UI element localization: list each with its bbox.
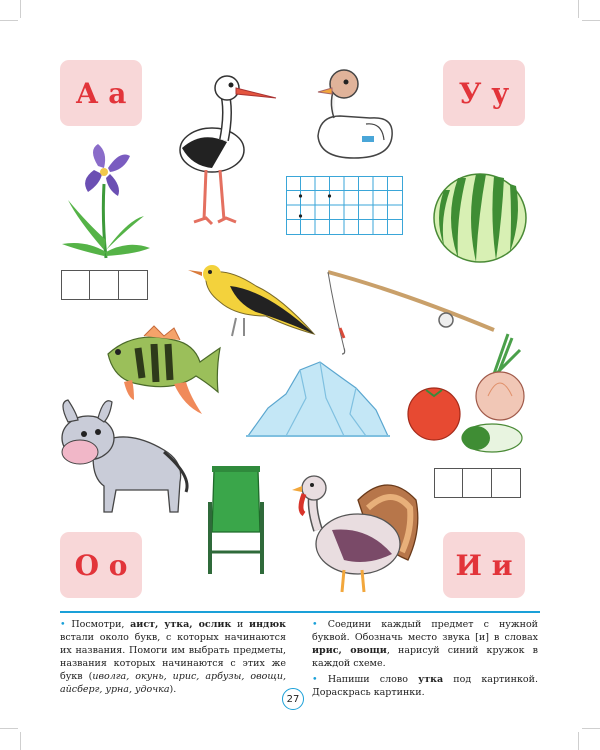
crop-mark	[20, 0, 21, 18]
crop-mark	[0, 20, 18, 21]
crop-mark	[582, 728, 600, 729]
duckling-picture	[310, 66, 400, 166]
sound-scheme-vegetables[interactable]	[435, 468, 521, 498]
watermelon-picture	[430, 170, 530, 266]
page-number: 27	[282, 688, 304, 710]
scheme-cell[interactable]	[462, 468, 492, 498]
letter-card-u: У у	[443, 60, 525, 126]
instruction-paragraph: • Соедини каждый предмет с нужной буквой. Обозначь место звука [и] в словах ирис, овощи, нарисуй синий кружок в каждой схеме.	[312, 619, 538, 669]
turkey-picture	[288, 470, 422, 600]
instructions-right	[312, 618, 538, 702]
writing-grid[interactable]	[286, 176, 404, 236]
trash-bin-picture	[204, 462, 268, 582]
bullet-icon: •	[312, 619, 318, 630]
bullet-icon: •	[60, 619, 66, 630]
scheme-cell[interactable]	[434, 468, 464, 498]
scheme-cell[interactable]	[491, 468, 521, 498]
bullet-icon: •	[312, 674, 318, 685]
letter-card-a: А а	[60, 60, 142, 126]
letter-card-o: О о	[60, 532, 142, 598]
scheme-cell[interactable]	[118, 270, 148, 300]
crop-mark	[0, 728, 18, 729]
letter-card-i: И и	[443, 532, 525, 598]
crop-mark	[578, 732, 579, 750]
crop-mark	[578, 0, 579, 18]
instruction-paragraph: • Напиши слово утка под картинкой. Дораскрась картинки.	[312, 674, 538, 698]
scheme-cell[interactable]	[61, 270, 91, 300]
stork-picture	[172, 70, 282, 232]
donkey-picture	[54, 396, 194, 520]
instructions-left	[60, 618, 286, 699]
iris-flower-picture	[58, 140, 154, 260]
instruction-paragraph: • Посмотри, аист, утка, ослик и индюк встали около букв, с которых начинаются их названия. Помоги им выбрать предметы, названия которых начинаются с этих же букв (иволга, окунь, ирис, арбузы, овощи, айсберг, урна, удочка).	[60, 619, 286, 695]
divider-rule	[60, 611, 540, 613]
iceberg-picture	[246, 358, 390, 438]
vegetables-picture	[404, 330, 536, 456]
crop-mark	[582, 20, 600, 21]
crop-mark	[20, 732, 21, 750]
scheme-cell[interactable]	[89, 270, 119, 300]
sound-scheme-iris[interactable]	[62, 270, 148, 300]
